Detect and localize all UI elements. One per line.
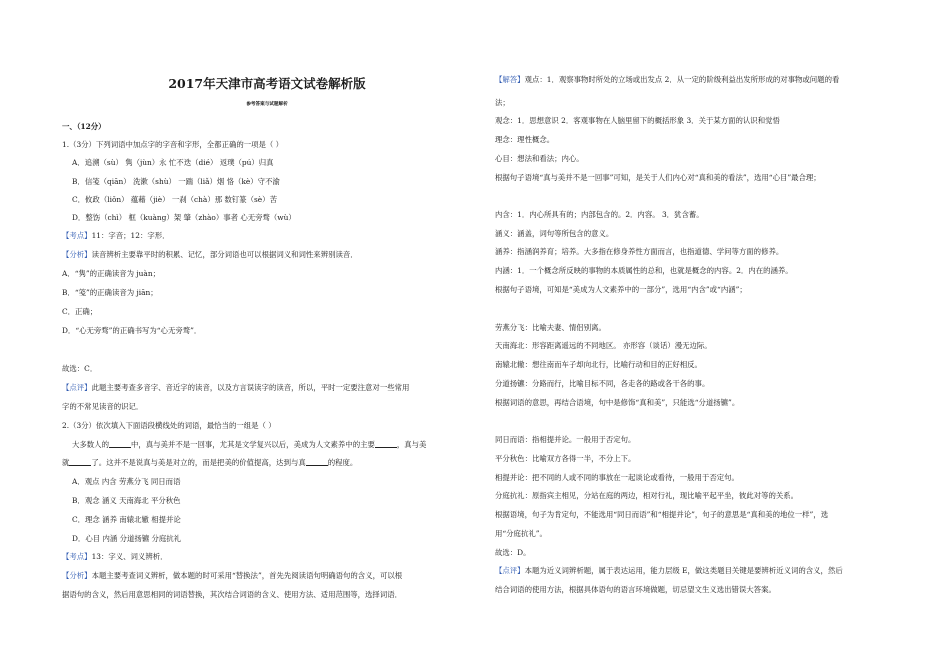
- q1-fenxi-d: D．“心无旁骛”的正确书写为“心无旁骛”．: [62, 326, 202, 335]
- jieda-line-12: 劳燕分飞：比喻夫妻、情侣别离。: [495, 323, 606, 332]
- jieda-line-18: 平分秋色：比喻双方各得一半，不分上下。: [495, 454, 636, 463]
- q2-answer: 故选：D。: [495, 548, 531, 557]
- jieda-line-14: 南辕北辙：想往南而车子却向北行，比喻行动和目的正好相反。: [495, 360, 702, 369]
- jieda-line-6: 根据句子语境“真与美并不是一回事”可知，是关于人们内心对“真和美的看法”，选用“心目”最合理；: [495, 173, 821, 182]
- jieda-line-15: 分道扬镳：分路而行，比喻目标不同，各走各的路或各干各的事。: [495, 379, 710, 388]
- jieda-line-22: 用“分庭抗礼”。: [495, 529, 547, 538]
- jieda-line-3: 观念：1．思想意识 2．客观事物在人脑里留下的概括形象 3．关于某方面的认识和觉悟: [495, 116, 780, 125]
- dianping-text: 此题主要考查多音字、音近字的读音，以及方言误读字的读音，所以，平时一定要注意对一些常用: [91, 383, 410, 392]
- q1-option-a: A．追溯（sù） 隽（jùn）永 忙不迭（dié） 返璞（pú）归真: [72, 158, 274, 167]
- q2-dianping-2: 结合词语的使用方法，根据具体语句的语言环境做题，切忌望文生义选出错误大答案。: [495, 585, 776, 594]
- q2-kaodian: [62, 551, 168, 562]
- jieda-line-4: 理念：理性概念。: [495, 135, 555, 144]
- q2-option-c: C．理念 涵养 南辕北辙 相提并论: [72, 515, 181, 524]
- q2-passage-1: [72, 439, 426, 450]
- q1-option-b: B．信笺（qiān） 洗漱（shù） 一踹（liǎ）烟 恪（kè）守不渝: [72, 177, 280, 186]
- dianping-tag: 【点评】: [495, 566, 525, 575]
- q2-p2a: 就: [62, 458, 70, 467]
- jieda-line-1: [495, 74, 839, 85]
- jieda-line-9: 涵养：指涵润养育；培养。大多指在修身养性方面而言，也指道德、学问等方面的修养。: [495, 247, 784, 256]
- q1-fenxi-c: C．正确；: [62, 307, 98, 316]
- fenxi-tag: 【分析】: [62, 250, 92, 259]
- q1-fenxi-b: B．“笺”的正确读音为 jiān；: [62, 288, 158, 297]
- q2-p1a: 大多数人的: [72, 440, 109, 449]
- jieda-line-13: 天南海北：形容距离遥远的不同地区。 亦形容（谈话）漫无边际。: [495, 341, 712, 350]
- jieda-line-11: 根据句子语境，可知是“美成为人文素养中的一部分”，选用“内含”或“内涵”；: [495, 285, 747, 294]
- q2-option-d: D．心目 内涵 分道扬镳 分庭抗礼: [72, 534, 182, 543]
- jieda-tag: 【解答】: [495, 75, 525, 84]
- q1-stem: 1.（3分）下列词语中加点字的字音和字形，全都正确的一项是（ ）: [62, 140, 284, 149]
- q1-fenxi-a: A．“隽”的正确读音为 juàn；: [62, 269, 160, 278]
- kaodian-text: 13：字义、词义辨析．: [91, 552, 168, 561]
- q2-p1b: 中，真与美并不是一回事，尤其是文学复兴以后，美成为人文素养中的主要: [130, 440, 375, 449]
- blank-3: [69, 457, 91, 466]
- blank-4: [306, 457, 328, 466]
- q1-kaodian: [62, 230, 170, 241]
- q2-passage-2: [62, 457, 357, 468]
- page-subtitle: 参考答案与试题解析: [246, 102, 288, 107]
- q2-p2b: 了。这并不是说真与美是对立的，而是把美的价值提高，达到与真: [91, 458, 306, 467]
- q2-fenxi: [62, 570, 402, 581]
- q2-p1c: ，真与美: [396, 440, 427, 449]
- jieda-text: 观点：1．观察事物时所处的立场或出发点 2．从一定的阶级利益出发所形成的对事物或问题的看: [524, 75, 840, 84]
- fenxi-tag: 【分析】: [62, 571, 92, 580]
- q1-dianping: [62, 382, 409, 393]
- jieda-line-8: 涵义：涵盖，词句等所包含的意义。: [495, 229, 614, 238]
- kaodian-tag: 【考点】: [62, 552, 92, 561]
- fenxi-text: 本题主要考查词义辨析，做本题的时可采用“替换法”，首先先阅读语句明确语句的含义，可以根: [91, 571, 403, 580]
- jieda-line-5: 心目：想法和看法；内心。: [495, 154, 584, 163]
- q1-dianping-2: 字的不常见读音的识记．: [62, 402, 144, 411]
- jieda-line-10: 内涵：1．一个概念所反映的事物的本质属性的总和，也就是概念的内容。2．内在的涵养。: [495, 266, 793, 275]
- jieda-line-21: 根据语境，句子为肯定句，不能选用“同日而语”和“相提并论”，句子的意思是“真和美的地位一样”，选: [495, 510, 829, 519]
- jieda-line-19: 相提并论：把不同的人或不同的事放在一起谈论或看待，一般用于否定句。: [495, 473, 739, 482]
- section-heading: 一、（12分）: [62, 122, 106, 131]
- kaodian-text: 11：字音；12：字形．: [91, 231, 170, 240]
- dianping-tag: 【点评】: [62, 383, 92, 392]
- q2-stem: 2.（3分）依次填入下面语段横线处的词语，最恰当的一组是（ ）: [62, 421, 276, 430]
- q2-dianping: [495, 565, 843, 576]
- blank-2: [375, 439, 397, 448]
- blank-1: [109, 439, 131, 448]
- q2-fenxi-2: 据语句的含义，然后用意思相同的词语替换，其次结合词语的含义、使用方法、适用范围等，选择词语．: [62, 590, 402, 599]
- q2-option-b: B．观念 涵义 天南海北 平分秋色: [72, 496, 181, 505]
- q1-option-c: C．攸政（liǒn） 蕴藉（jiè） 一刹（chà）那 数钉篆（sè）苦: [72, 195, 277, 204]
- q1-option-d: D．整饬（chì） 框（kuàng）架 肇（zhào）事者 心无旁骛（wù）: [72, 213, 296, 222]
- q1-answer: 故选：C．: [62, 364, 98, 373]
- jieda-line-16: 根据词语的意思，再结合语境，句中是修饰“真和美”，只能选“分道扬镳”。: [495, 398, 740, 407]
- jieda-line-7: 内含：1．内心所具有的；内部包含的。2．内容。 3．犹含蓄。: [495, 210, 704, 219]
- kaodian-tag: 【考点】: [62, 231, 92, 240]
- page-title: 2017年天津市高考语文试卷解析版: [168, 76, 366, 91]
- q2-option-a: A．观点 内含 劳燕分飞 同日而语: [72, 477, 181, 486]
- jieda-line-20: 分庭抗礼：原指宾主相见，分站在庭的两边，相对行礼，现比喻平起平坐，彼此对等的关系。: [495, 491, 799, 500]
- dianping-text: 本题为近义词辨析题，属于表达运用，能力层级 E，做这类题目关键是要辨析近义词的含义，然后: [524, 566, 843, 575]
- q1-fenxi: [62, 249, 358, 260]
- fenxi-text: 读音辨析主要靠平时的积累、记忆，部分词语也可以根据词义和词性来辨别读音．: [91, 250, 358, 259]
- jieda-line-2: 法；: [495, 98, 510, 107]
- q2-p2c: 的程度。: [327, 458, 358, 467]
- jieda-line-17: 同日而语：指相提并论。一般用于否定句。: [495, 435, 636, 444]
